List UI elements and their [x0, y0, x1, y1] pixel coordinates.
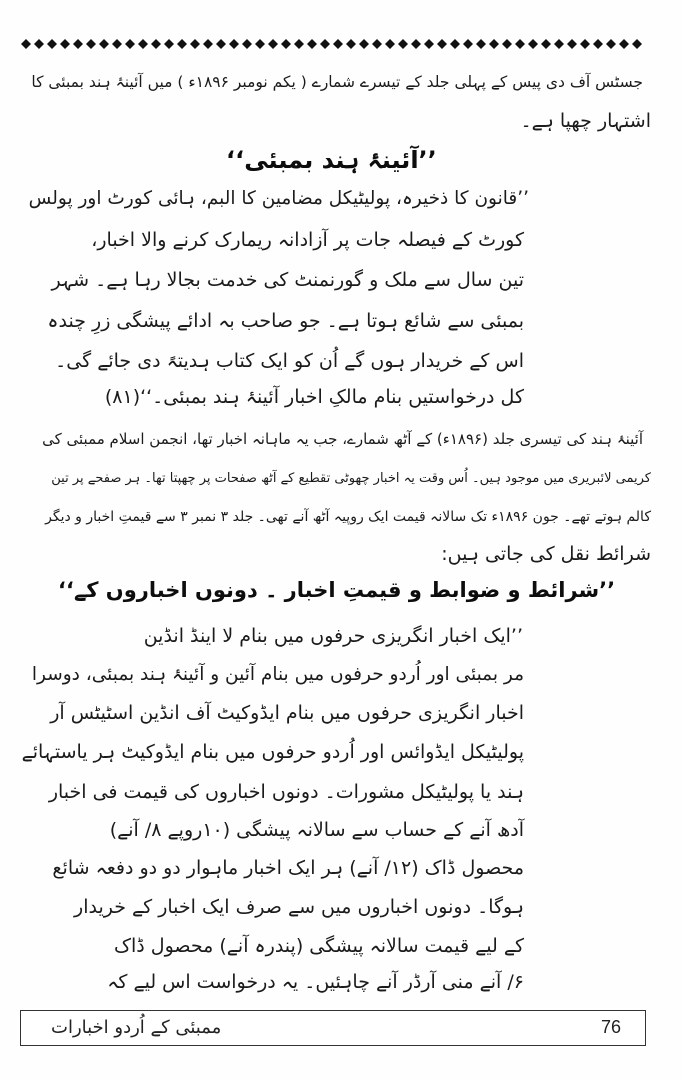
quote-1-line: تین سال سے ملک و گورنمنٹ کی خدمت بجالا رہا ہے۔ شہر: [51, 269, 524, 291]
border-dot: [255, 39, 265, 49]
border-dot: [138, 39, 148, 49]
border-dot: [47, 39, 57, 49]
border-dot: [190, 39, 200, 49]
border-dot: [268, 39, 278, 49]
running-title: ممبئی کے اُردو اخبارات: [51, 1017, 222, 1038]
border-dot: [632, 39, 642, 49]
page-number: 76: [600, 1017, 621, 1037]
border-dot: [489, 39, 499, 49]
quote-2-line: آدھ آنے کے حساب سے سالانہ پیشگی (۱۰روپے ۸/ آنے): [109, 819, 524, 841]
border-dot: [437, 39, 447, 49]
border-dot: [203, 39, 213, 49]
border-dot: [151, 39, 161, 49]
border-dot: [34, 39, 44, 49]
border-dot: [307, 39, 317, 49]
border-dot: [580, 39, 590, 49]
para-2-line: آئینۂ ہند کی تیسری جلد (۱۸۹۶ء) کے آٹھ شمارے، جب یہ ماہانہ اخبار تھا، انجمن اسلام ممبئی کی: [42, 430, 643, 448]
quote-2-line: ہند یا پولیٹیکل مشورات۔ دونوں اخباروں کی قیمت فی اخبار: [48, 781, 524, 803]
quote-2-line: ۶/ آنے منی آرڈر آنے چاہئیں۔ یہ درخواست اس لیے کہ: [107, 971, 524, 993]
heading-aaina-e-hind: ’’آئینۂ ہند بمبئی‘‘: [226, 146, 437, 174]
border-dot: [112, 39, 122, 49]
border-dot: [60, 39, 70, 49]
border-dot: [216, 39, 226, 49]
border-dot: [476, 39, 486, 49]
border-dot: [294, 39, 304, 49]
border-dot: [177, 39, 187, 49]
quote-2-line: ہوگا۔ دونوں اخباروں میں سے صرف ایک اخبار کے خریدار: [74, 896, 524, 918]
border-dot: [398, 39, 408, 49]
border-dot: [320, 39, 330, 49]
border-dot: [515, 39, 525, 49]
border-dot: [164, 39, 174, 49]
border-dot: [242, 39, 252, 49]
border-dot: [411, 39, 421, 49]
page-footer: [20, 1010, 646, 1046]
quote-2-line: مر بمبئی اور اُردو حرفوں میں بنام آئین و آئینۂ ہند بمبئی، دوسرا: [31, 664, 524, 685]
border-dot: [463, 39, 473, 49]
decorative-dotted-border: [20, 38, 642, 50]
border-dot: [424, 39, 434, 49]
border-dot: [502, 39, 512, 49]
quote-2-line: ’’ایک اخبار انگریزی حرفوں میں بنام لا اینڈ انڈین: [143, 625, 523, 647]
heading-terms-and-price: ’’شرائط و ضوابط و قیمتِ اخبار ۔ دونوں اخباروں کے‘‘: [58, 578, 616, 602]
border-dot: [346, 39, 356, 49]
border-dot: [281, 39, 291, 49]
border-dot: [567, 39, 577, 49]
border-dot: [372, 39, 382, 49]
border-dot: [554, 39, 564, 49]
para-2-line: کالم ہوتے تھے۔ جون ۱۸۹۶ء تک سالانہ قیمت ایک روپیہ آٹھ آنے تھی۔ جلد ۳ نمبر ۳ سے قیمتِ اخبار و دیگر: [45, 509, 651, 525]
quote-1-line: کورٹ کے فیصلہ جات پر آزادانہ ریمارک کرنے والا اخبار،: [91, 229, 524, 251]
para-2-line: شرائط نقل کی جاتی ہیں:: [441, 543, 651, 565]
quote-2-line: اخبار انگریزی حرفوں میں بنام ایڈوکیٹ آف انڈین اسٹیٹس آر: [50, 702, 524, 724]
border-dot: [385, 39, 395, 49]
border-dot: [619, 39, 629, 49]
quote-1-line: ’’قانون کا ذخیرہ، پولیٹیکل مضامین کا البم، ہائی کورٹ اور پولس: [28, 188, 529, 209]
border-dot: [125, 39, 135, 49]
border-dot: [21, 39, 31, 49]
border-dot: [99, 39, 109, 49]
quote-1-line: کل درخواستیں بنام مالکِ اخبار آئینۂ ہند بمبئی۔‘‘(۸۱): [104, 386, 524, 408]
intro-line-1: جسٹس آف دی پیس کے پہلی جلد کے تیسرے شمارے ( یکم نومبر ۱۸۹۶ء ) میں آئینۂ ہند بمبئی کا: [31, 73, 643, 91]
border-dot: [86, 39, 96, 49]
border-dot: [229, 39, 239, 49]
quote-2-line: محصول ڈاک (۱۲/ آنے) ہر ایک اخبار ماہوار دو دو دفعہ شائع: [52, 857, 524, 879]
border-dot: [73, 39, 83, 49]
quote-1-line: اس کے خریدار ہوں گے اُن کو ایک کتاب ہدیتہً دی جائے گی۔: [55, 350, 524, 372]
border-dot: [359, 39, 369, 49]
border-dot: [606, 39, 616, 49]
quote-2-line: کے لیے قیمت سالانہ پیشگی (پندرہ آنے) محصول ڈاک: [114, 935, 524, 957]
border-dot: [528, 39, 538, 49]
quote-1-line: بمبئی سے شائع ہوتا ہے۔ جو صاحب بہ ادائے پیشگی زرِ چندہ: [47, 310, 524, 332]
quote-2-line: پولیٹیکل ایڈوائس اور اُردو حرفوں میں بنام ایڈوکیٹ ہر یاستہائے: [21, 741, 524, 763]
intro-line-2: اشتہار چھپا ہے۔: [520, 110, 651, 132]
para-2-line: کریمی لائبریری میں موجود ہیں۔ اُس وقت یہ اخبار چھوٹی تقطیع کے آٹھ صفحات پر چھپتا تھا۔ ہر صفحے پر تین: [51, 471, 651, 486]
border-dot: [333, 39, 343, 49]
border-dot: [593, 39, 603, 49]
border-dot: [450, 39, 460, 49]
border-dot: [541, 39, 551, 49]
